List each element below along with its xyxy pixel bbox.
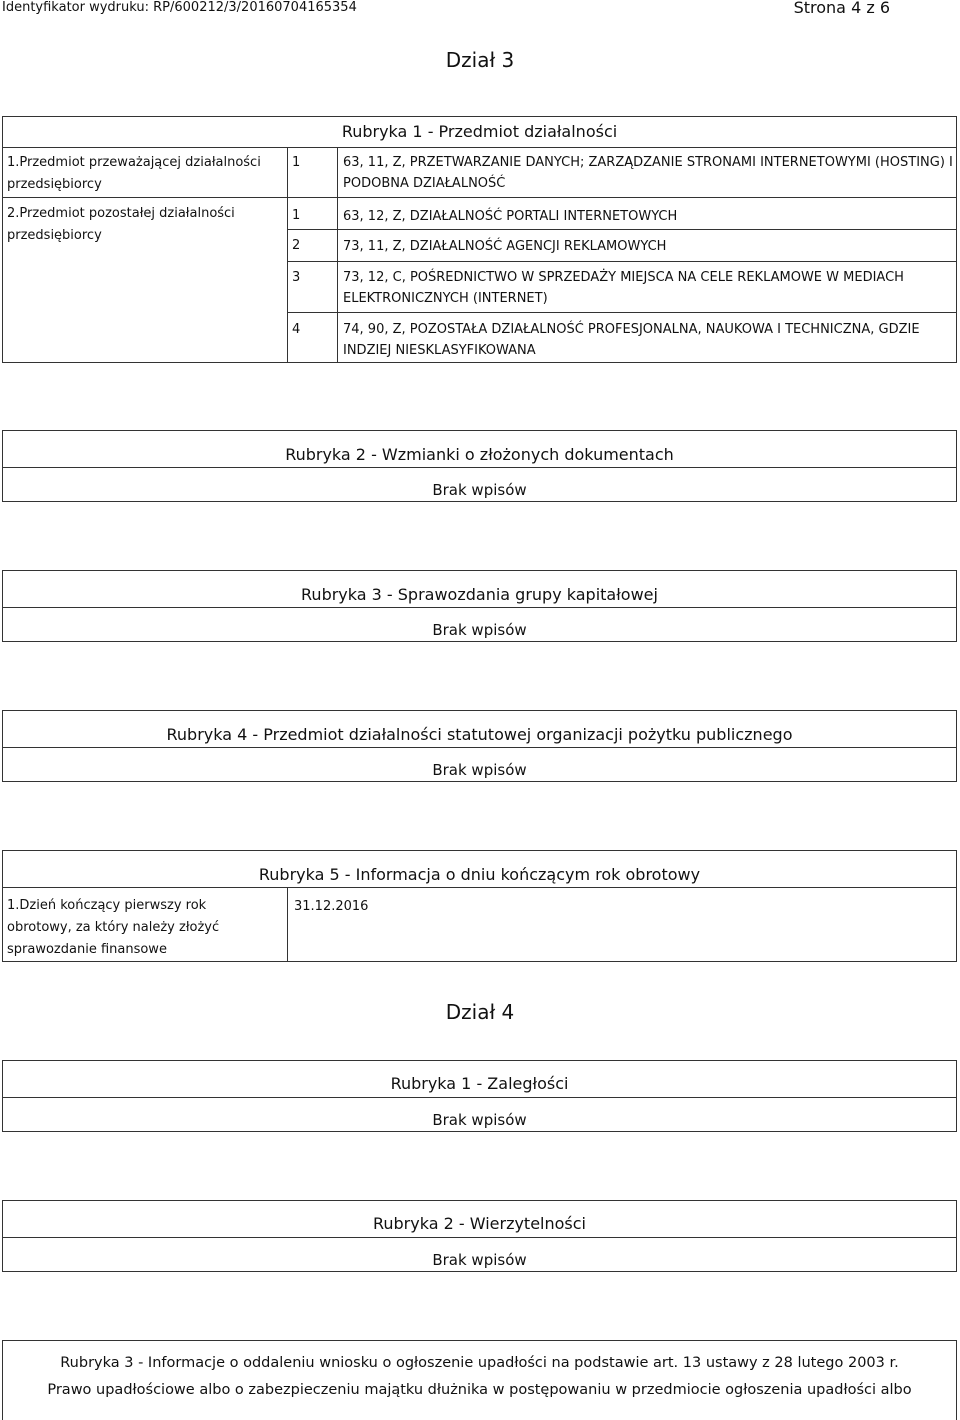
print-identifier: Identyfikator wydruku: RP/600212/3/20160704165354 — [2, 0, 357, 15]
section-title-dzial-4: Dział 4 — [445, 1000, 515, 1024]
other-activity-label: 2.Przedmiot pozostałej działalności przedsiębiorcy — [7, 206, 235, 243]
rubryka-3-table — [2, 570, 957, 642]
no-entries-text: Brak wpisów — [432, 1111, 527, 1129]
rubryka-title: Rubryka 1 - Zaległości — [390, 1074, 569, 1093]
rubryka-title: Rubryka 4 - Przedmiot działalności statutowej organizacji pożytku publicznego — [166, 725, 793, 744]
rubryka-5-table — [2, 850, 957, 962]
rubryka-title: Rubryka 3 - Sprawozdania grupy kapitałowej — [301, 585, 658, 604]
main-activity-label: 1.Przedmiot przeważającej działalności przedsiębiorcy — [7, 155, 261, 192]
fiscal-year-end-value: 31.12.2016 — [294, 899, 369, 914]
oddalenie-wniosku-table — [2, 1340, 957, 1420]
other-item-text: 73, 11, Z, DZIAŁALNOŚĆ AGENCJI REKLAMOWYCH — [343, 239, 667, 254]
main-item-text: 63, 11, Z, PRZETWARZANIE DANYCH; ZARZĄDZANIE STRONAMI INTERNETOWYMI (HOSTING) I PODOBNA DZIAŁALNOŚĆ — [343, 155, 953, 191]
main-item-number: 1 — [292, 155, 301, 170]
other-item-number: 1 — [292, 208, 301, 223]
other-item-text: 63, 12, Z, DZIAŁALNOŚĆ PORTALI INTERNETOWYCH — [343, 209, 678, 224]
section-title-dzial-3: Dział 3 — [445, 48, 515, 72]
rubryka-2-table — [2, 430, 957, 502]
no-entries-text: Brak wpisów — [432, 481, 527, 499]
rubryka-1-table — [2, 116, 957, 363]
no-entries-text: Brak wpisów — [432, 1251, 527, 1269]
fiscal-year-end-label: 1.Dzień kończący pierwszy rok obrotowy, za który należy złożyć sprawozdanie finansowe — [7, 898, 220, 957]
rubryka-title: Rubryka 5 - Informacja o dniu kończącym rok obrotowy — [258, 865, 701, 884]
rubryka-title: Rubryka 2 - Wierzytelności — [372, 1214, 586, 1233]
rubryka-subtitle: Prawo upadłościowe albo o zabezpieczeniu majątku dłużnika w postępowaniu w przedmiocie ogłoszenia upadłości albo — [47, 1382, 912, 1398]
rubryka-title: Rubryka 3 - Informacje o oddaleniu wniosku o ogłoszenie upadłości na podstawie art. 13 ustawy z 28 lutego 2003 r. — [60, 1355, 899, 1371]
other-item-number: 4 — [292, 322, 301, 337]
page-number: Strona 4 z 6 — [793, 0, 890, 17]
other-item-number: 2 — [292, 238, 301, 253]
rubryka-4-table — [2, 710, 957, 782]
no-entries-text: Brak wpisów — [432, 761, 527, 779]
other-item-text: 73, 12, C, POŚREDNICTWO W SPRZEDAŻY MIEJSCA NA CELE REKLAMOWE W MEDIACH ELEKTRONICZNYCH (INTERNET) — [343, 270, 904, 306]
other-item-number: 3 — [292, 270, 301, 285]
rubryka-title: Rubryka 1 - Przedmiot działalności — [341, 122, 618, 141]
zaleglosci-table — [2, 1060, 957, 1132]
other-item-text: 74, 90, Z, POZOSTAŁA DZIAŁALNOŚĆ PROFESJONALNA, NAUKOWA I TECHNICZNA, GDZIE INDZIEJ NIESKLASYFIKOWANA — [343, 322, 920, 358]
no-entries-text: Brak wpisów — [432, 621, 527, 639]
rubryka-title: Rubryka 2 - Wzmianki o złożonych dokumentach — [285, 445, 674, 464]
wierzytelnosci-table — [2, 1200, 957, 1272]
